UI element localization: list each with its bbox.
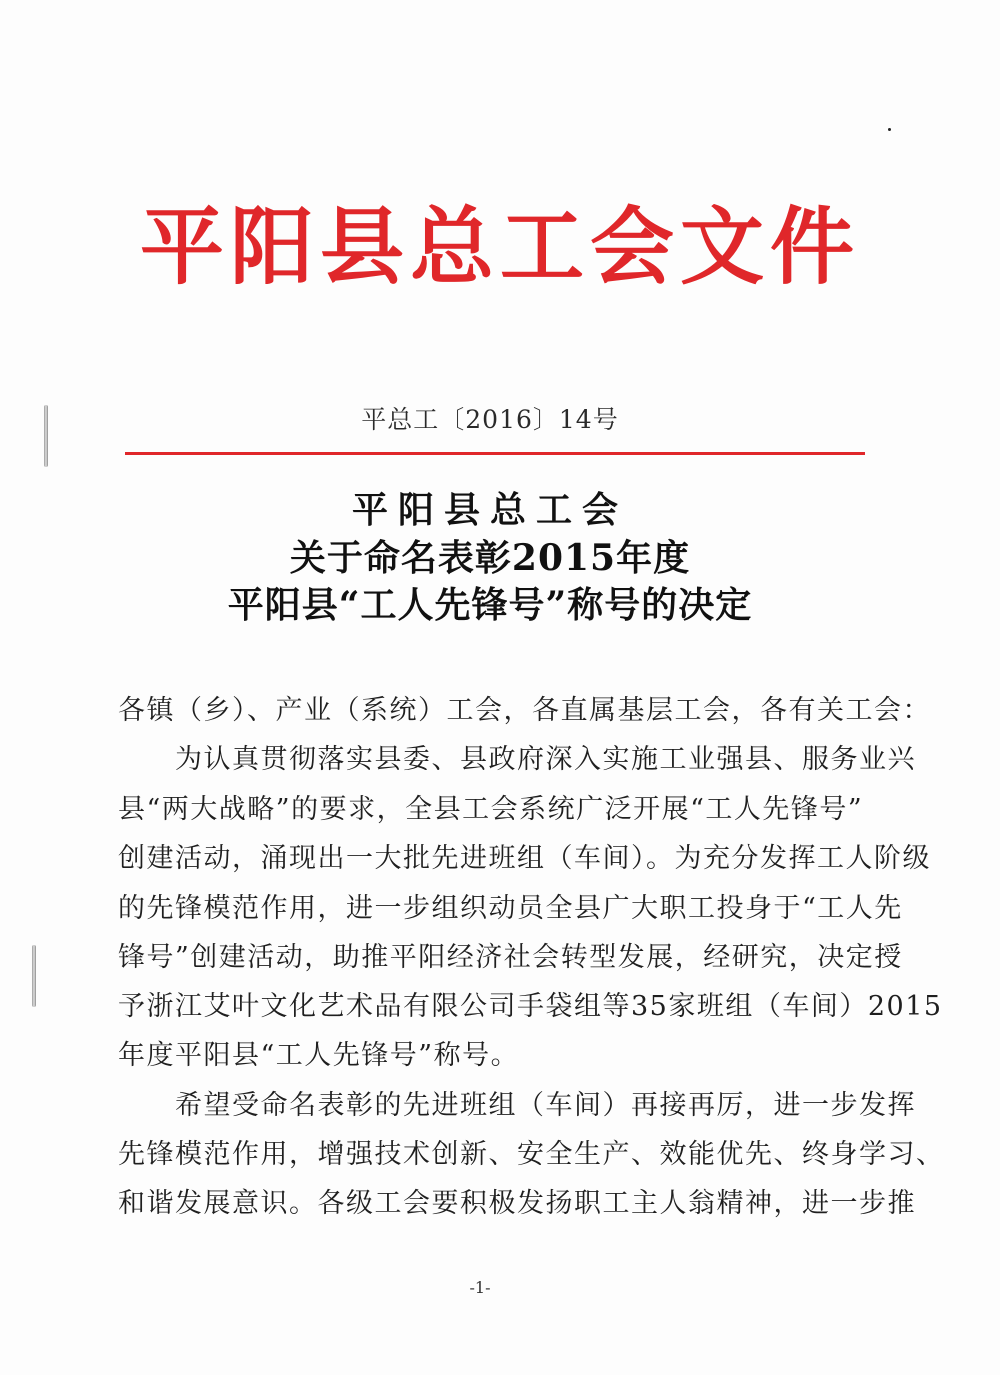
document-number: 平总工〔2016〕14号 — [361, 405, 619, 434]
body-line: 年度平阳县“工人先锋号”称号。 — [118, 1040, 520, 1071]
decision-title-line-3: 平阳县“工人先锋号”称号的决定 — [227, 584, 753, 626]
body-line: 予浙江艾叶文化艺术品有限公司手袋组等35家班组（车间）2015 — [118, 991, 943, 1022]
body-line: 锋号”创建活动，助推平阳经济社会转型发展，经研究，决定授 — [118, 942, 903, 973]
body-line: 县“两大战略”的要求，全县工会系统广泛开展“工人先锋号” — [118, 794, 864, 825]
body-line: 创建活动，涌现出一大批先进班组（车间）。为充分发挥工人阶级 — [118, 843, 931, 874]
page-number: -1- — [469, 1278, 491, 1297]
scan-speck — [888, 128, 891, 131]
binding-staple-bottom — [32, 945, 36, 1007]
decision-title-line-1: 平阳县总工会 — [351, 489, 628, 531]
body-line: 希望受命名表彰的先进班组（车间）再接再厉，进一步发挥 — [118, 1090, 916, 1121]
body-line: 为认真贯彻落实县委、县政府深入实施工业强县、服务业兴 — [118, 744, 916, 775]
body-line: 的先锋模范作用，进一步组织动员全县广大职工投身于“工人先 — [118, 893, 903, 924]
body-line-salutation: 各镇（乡）、产业（系统）工会，各直属基层工会，各有关工会： — [118, 695, 931, 726]
body-line: 和谐发展意识。各级工会要积极发扬职工主人翁精神，进一步推 — [118, 1188, 916, 1219]
body-line: 先锋模范作用，增强技术创新、安全生产、效能优先、终身学习、 — [118, 1139, 945, 1170]
header-divider-rule — [125, 452, 865, 455]
document-header-title: 平阳县总工会文件 — [139, 197, 860, 296]
decision-title-line-2: 关于命名表彰2015年度 — [289, 537, 691, 579]
